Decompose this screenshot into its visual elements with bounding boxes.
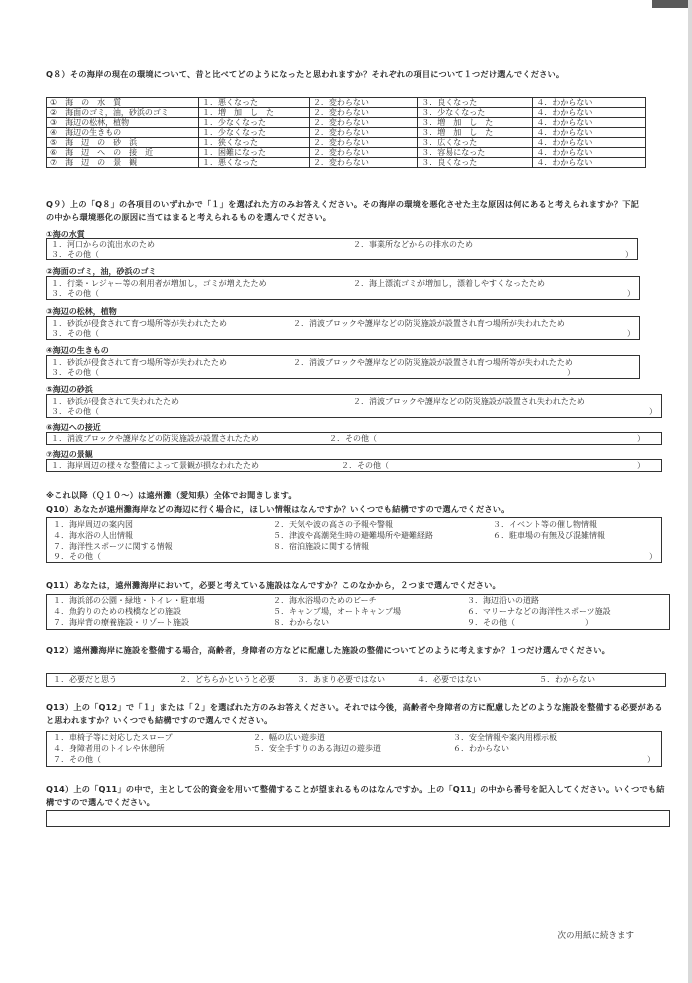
- q11-opt7[interactable]: ７．海岸背の療養施設・リゾート施設: [53, 618, 189, 627]
- q9-g3-opt2[interactable]: ２．消波ブロックや護岸などの防災施設が設置され育つ場所が失われたため: [293, 319, 565, 328]
- q8-choice-c3[interactable]: ３．良くなった: [418, 98, 533, 108]
- q9-group-3-title: ③海辺の松林，植物: [46, 307, 117, 316]
- q9-question: Q９）上の「Q８」の各項目のいずれかで「１」を選ばれた方のみお答えください。その海岸の環境を悪化させた主な原因は何にあると考えられますか？下記の中から環境悪化の原因に当てはまると考えられるものを選んでください。: [46, 199, 640, 222]
- q8-item-label: ① 海 の 水 質: [47, 98, 199, 108]
- q9-g2-opt2[interactable]: ２．海上漂流ゴミが増加し，漂着しやすくなったため: [353, 279, 545, 288]
- q8-choice-c3[interactable]: ３．容易になった: [418, 148, 533, 158]
- q11-opt2[interactable]: ２．海水浴場のためのビーチ: [273, 596, 377, 605]
- q9-g1-opt3[interactable]: ３．その他（: [51, 250, 99, 259]
- q8-question: Q８）その海岸の現在の環境について、昔と比べてどのようになったと思われますか？それぞれの項目について１つだけ選んでください。: [46, 69, 565, 79]
- q8-item-label: ④ 海辺の生きもの: [47, 128, 199, 138]
- q9-group-7-box[interactable]: [46, 459, 662, 472]
- q14-question: Q14）上の「Q11」の中で，主として公的資金を用いて整備することが望まれるものはなんですか。上の「Q11」の中から番号を記入してください。いくつでも結構ですので選んでください。: [46, 784, 665, 807]
- footer-continue-note: 次の用紙に続きます: [557, 931, 634, 941]
- q9-g5-opt1[interactable]: １．砂浜が侵食されて失われたため: [51, 397, 179, 406]
- q9-g4-opt3[interactable]: ３．その他（: [51, 368, 99, 377]
- q11-close: ）: [585, 618, 593, 627]
- q8-row: [47, 138, 646, 148]
- q9-group-2-title: ②海面のゴミ，油，砂浜のゴミ: [46, 267, 157, 276]
- q8-choice-c1[interactable]: １．少なくなった: [199, 118, 310, 128]
- q10-opt4[interactable]: ４．海水浴の人出情報: [53, 531, 133, 540]
- q8-choice-c4[interactable]: ４．わからない: [533, 148, 646, 158]
- q9-group-6-title: ⑥海辺への接近: [46, 423, 101, 432]
- q8-choice-c2[interactable]: ２．変わらない: [309, 148, 417, 158]
- q8-choice-c3[interactable]: ３．増 加 し た: [418, 128, 533, 138]
- q13-opt2[interactable]: ２．幅の広い遊歩道: [253, 733, 325, 742]
- q8-choice-c4[interactable]: ４．わからない: [533, 118, 646, 128]
- q10-opt8[interactable]: ８．宿泊施設に関する情報: [273, 542, 369, 551]
- q9-g2-opt3[interactable]: ３．その他（: [51, 289, 99, 298]
- q10-options-box: [46, 517, 662, 563]
- q9-group-5-box[interactable]: [46, 394, 662, 418]
- q9-g1-close: ）: [625, 250, 633, 259]
- q10-opt6[interactable]: ６．駐車場の有無及び混雑情報: [493, 531, 605, 540]
- q10-opt9[interactable]: ９．その他（: [53, 552, 101, 561]
- q8-item-label: ⑤ 海 辺 の 砂 浜: [47, 138, 199, 148]
- q9-g7-opt1[interactable]: １．海岸周辺の様々な整備によって景観が損なわれたため: [51, 461, 259, 470]
- q9-g5-opt3[interactable]: ３．その他（: [51, 407, 99, 416]
- section-notice: ※これ以降（Ｑ１０～）は遠州灘（愛知県）全体でお聞きします。: [46, 490, 297, 500]
- q8-choice-c1[interactable]: １．増 加 し た: [199, 108, 310, 118]
- q10-opt1[interactable]: １．海岸周辺の案内図: [53, 520, 133, 529]
- q8-choice-c2[interactable]: ２．変わらない: [309, 108, 417, 118]
- q9-group-7-title: ⑦海辺の景観: [46, 450, 93, 459]
- q9-g3-opt1[interactable]: １．砂浜が侵食されて育つ場所等が失われたため: [51, 319, 227, 328]
- q9-g7-opt2[interactable]: ２．その他（: [341, 461, 389, 470]
- q8-choice-c3[interactable]: ３．良くなった: [418, 158, 533, 168]
- q8-table: [46, 97, 646, 168]
- q13-question: Q13）上の「Q12」で「１」または「２」を選ばれた方のみお答えください。それでは今後，高齢者や身障者の方に配慮したどのような施設を整備する必要があると思われますか？いくつでも結構ですので選んでください。: [46, 702, 663, 725]
- q9-g2-close: ）: [627, 289, 635, 298]
- q12-opt1[interactable]: １．必要だと思う: [53, 675, 117, 684]
- q8-item-label: ③ 海辺の松林，植物: [47, 118, 199, 128]
- q10-question: Q10）あなたが遠州灘海岸などの海辺に行く場合に，ほしい情報はなんですか？いくつでも結構ですので選んでください。: [46, 504, 510, 514]
- q9-group-4-title: ④海辺の生きもの: [46, 346, 109, 355]
- q11-question: Q11）あなたは，遠州灘海岸において，必要と考えている施設はなんですか？このなかから，２つまで選んでください。: [46, 580, 501, 590]
- q8-row: [47, 108, 646, 118]
- q9-g4-opt1[interactable]: １．砂浜が侵食されて育つ場所等が失われたため: [51, 358, 227, 367]
- q8-choice-c2[interactable]: ２．変わらない: [309, 118, 417, 128]
- q8-row: [47, 118, 646, 128]
- q8-choice-c2[interactable]: ２．変わらない: [309, 128, 417, 138]
- q12-options-box: [46, 673, 666, 687]
- q9-g1-opt1[interactable]: １．河口からの流出水のため: [51, 240, 155, 249]
- q10-opt2[interactable]: ２．天気や波の高さの予報や警報: [273, 520, 393, 529]
- q8-choice-c4[interactable]: ４．わからない: [533, 108, 646, 118]
- q8-choice-c1[interactable]: １．狭くなった: [199, 138, 310, 148]
- q13-opt4[interactable]: ４．身障者用のトイレや休憩所: [53, 744, 165, 753]
- q9-g5-close: ）: [649, 407, 657, 416]
- q9-group-5-title: ⑤海辺の砂浜: [46, 385, 93, 394]
- q9-g6-opt1[interactable]: １．消波ブロックや護岸などの防災施設が設置されたため: [51, 434, 259, 443]
- q12-opt4[interactable]: ４．必要ではない: [417, 675, 481, 684]
- q12-question: Q12）遠州灘海岸に施設を整備する場合，高齢者，身障者の方などに配慮した施設の整備についてどのように考えますか？１つだけ選んでください。: [46, 645, 610, 655]
- q8-choice-c4[interactable]: ４．わからない: [533, 138, 646, 148]
- q11-opt5[interactable]: ５．キャンプ場，オートキャンプ場: [273, 607, 401, 616]
- q13-opt5[interactable]: ５．安全手すりのある海辺の遊歩道: [253, 744, 381, 753]
- q11-opt4[interactable]: ４．魚釣りのための桟橋などの施設: [53, 607, 181, 616]
- q8-choice-c3[interactable]: ３．少なくなった: [418, 108, 533, 118]
- q11-opt3[interactable]: ３．海辺沿いの道路: [467, 596, 539, 605]
- q9-group-4-box[interactable]: [46, 355, 640, 379]
- q9-group-1-title: ①海の水質: [46, 230, 85, 239]
- page-edge-shadow: [688, 0, 692, 983]
- q9-g3-close: ）: [627, 329, 635, 338]
- q10-opt5[interactable]: ５．津波や高潮発生時の避難場所や避難経路: [273, 531, 433, 540]
- q9-g1-opt2[interactable]: ２．事業所などからの排水のため: [353, 240, 473, 249]
- q9-g4-opt2[interactable]: ２．消波ブロックや護岸などの防災施設が設置され育つ場所等が失われたため: [293, 358, 573, 367]
- q13-opt1[interactable]: １．車椅子等に対応したスロープ: [53, 733, 173, 742]
- q8-item-label: ⑥ 海 辺 へ の 接 近: [47, 148, 199, 158]
- q9-g6-opt2[interactable]: ２．その他（: [329, 434, 377, 443]
- q11-options-box: [46, 594, 670, 630]
- q8-choice-c4[interactable]: ４．わからない: [533, 158, 646, 168]
- q8-choice-c1[interactable]: １．悪くなった: [199, 98, 310, 108]
- q10-opt7[interactable]: ７．海洋性スポーツに関する情報: [53, 542, 173, 551]
- q9-group-6-box[interactable]: [46, 432, 662, 445]
- q8-choice-c4[interactable]: ４．わからない: [533, 98, 646, 108]
- q13-close: ）: [647, 755, 655, 764]
- q9-g5-opt2[interactable]: ２．消波ブロックや護岸などの防災施設が設置され失われたため: [353, 397, 585, 406]
- q9-g2-opt1[interactable]: １．行楽・レジャー等の利用者が増加し，ゴミが増えたため: [51, 279, 267, 288]
- q9-g6-close: ）: [637, 434, 645, 443]
- q11-opt8[interactable]: ８．わからない: [273, 618, 329, 627]
- q12-opt2[interactable]: ２．どちらかというと必要: [179, 675, 275, 684]
- q9-g4-close: ）: [567, 368, 575, 377]
- q9-g3-opt3[interactable]: ３．その他（: [51, 329, 99, 338]
- q8-choice-c1[interactable]: １．悪くなった: [199, 158, 310, 168]
- q8-row: [47, 128, 646, 138]
- q12-opt3[interactable]: ３．あまり必要ではない: [297, 675, 385, 684]
- q8-choice-c2[interactable]: ２．変わらない: [309, 98, 417, 108]
- q10-opt3[interactable]: ３．イベント等の催し物情報: [493, 520, 597, 529]
- q9-g7-close: ）: [637, 461, 645, 470]
- q9-group-3-box[interactable]: [46, 316, 640, 340]
- q8-choice-c2[interactable]: ２．変わらない: [309, 138, 417, 148]
- q11-opt1[interactable]: １．海浜部の公園・緑地・トイレ・駐車場: [53, 596, 205, 605]
- q13-opt3[interactable]: ３．安全情報や案内用標示板: [453, 733, 557, 742]
- q8-choice-c1[interactable]: １．困難になった: [199, 148, 310, 158]
- q13-opt7[interactable]: ７．その他（: [53, 755, 101, 764]
- q8-item-label: ⑦ 海 辺 の 景 観: [47, 158, 199, 168]
- page-corner-mark: [652, 0, 692, 8]
- q8-choice-c3[interactable]: ３．広くなった: [418, 138, 533, 148]
- q13-options-box: [46, 731, 662, 767]
- q9-group-1-box[interactable]: [46, 238, 638, 260]
- q12-opt5[interactable]: ５．わからない: [539, 675, 595, 684]
- q8-row: [47, 148, 646, 158]
- q8-choice-c2[interactable]: ２．変わらない: [309, 158, 417, 168]
- q9-group-2-box[interactable]: [46, 276, 640, 300]
- q13-opt6[interactable]: ６．わからない: [453, 744, 509, 753]
- q8-choice-c1[interactable]: １．少なくなった: [199, 128, 310, 138]
- q11-opt9[interactable]: ９．その他（: [467, 618, 515, 627]
- q10-close: ）: [649, 552, 657, 561]
- q8-row: [47, 158, 646, 168]
- q8-choice-c4[interactable]: ４．わからない: [533, 128, 646, 138]
- q11-opt6[interactable]: ６．マリーナなどの海洋性スポーツ施設: [467, 607, 611, 616]
- q14-answer-field[interactable]: [46, 810, 670, 827]
- q8-item-label: ② 海面のゴミ，油，砂浜のゴミ: [47, 108, 199, 118]
- q8-row: [47, 98, 646, 108]
- q8-choice-c3[interactable]: ３．増 加 し た: [418, 118, 533, 128]
